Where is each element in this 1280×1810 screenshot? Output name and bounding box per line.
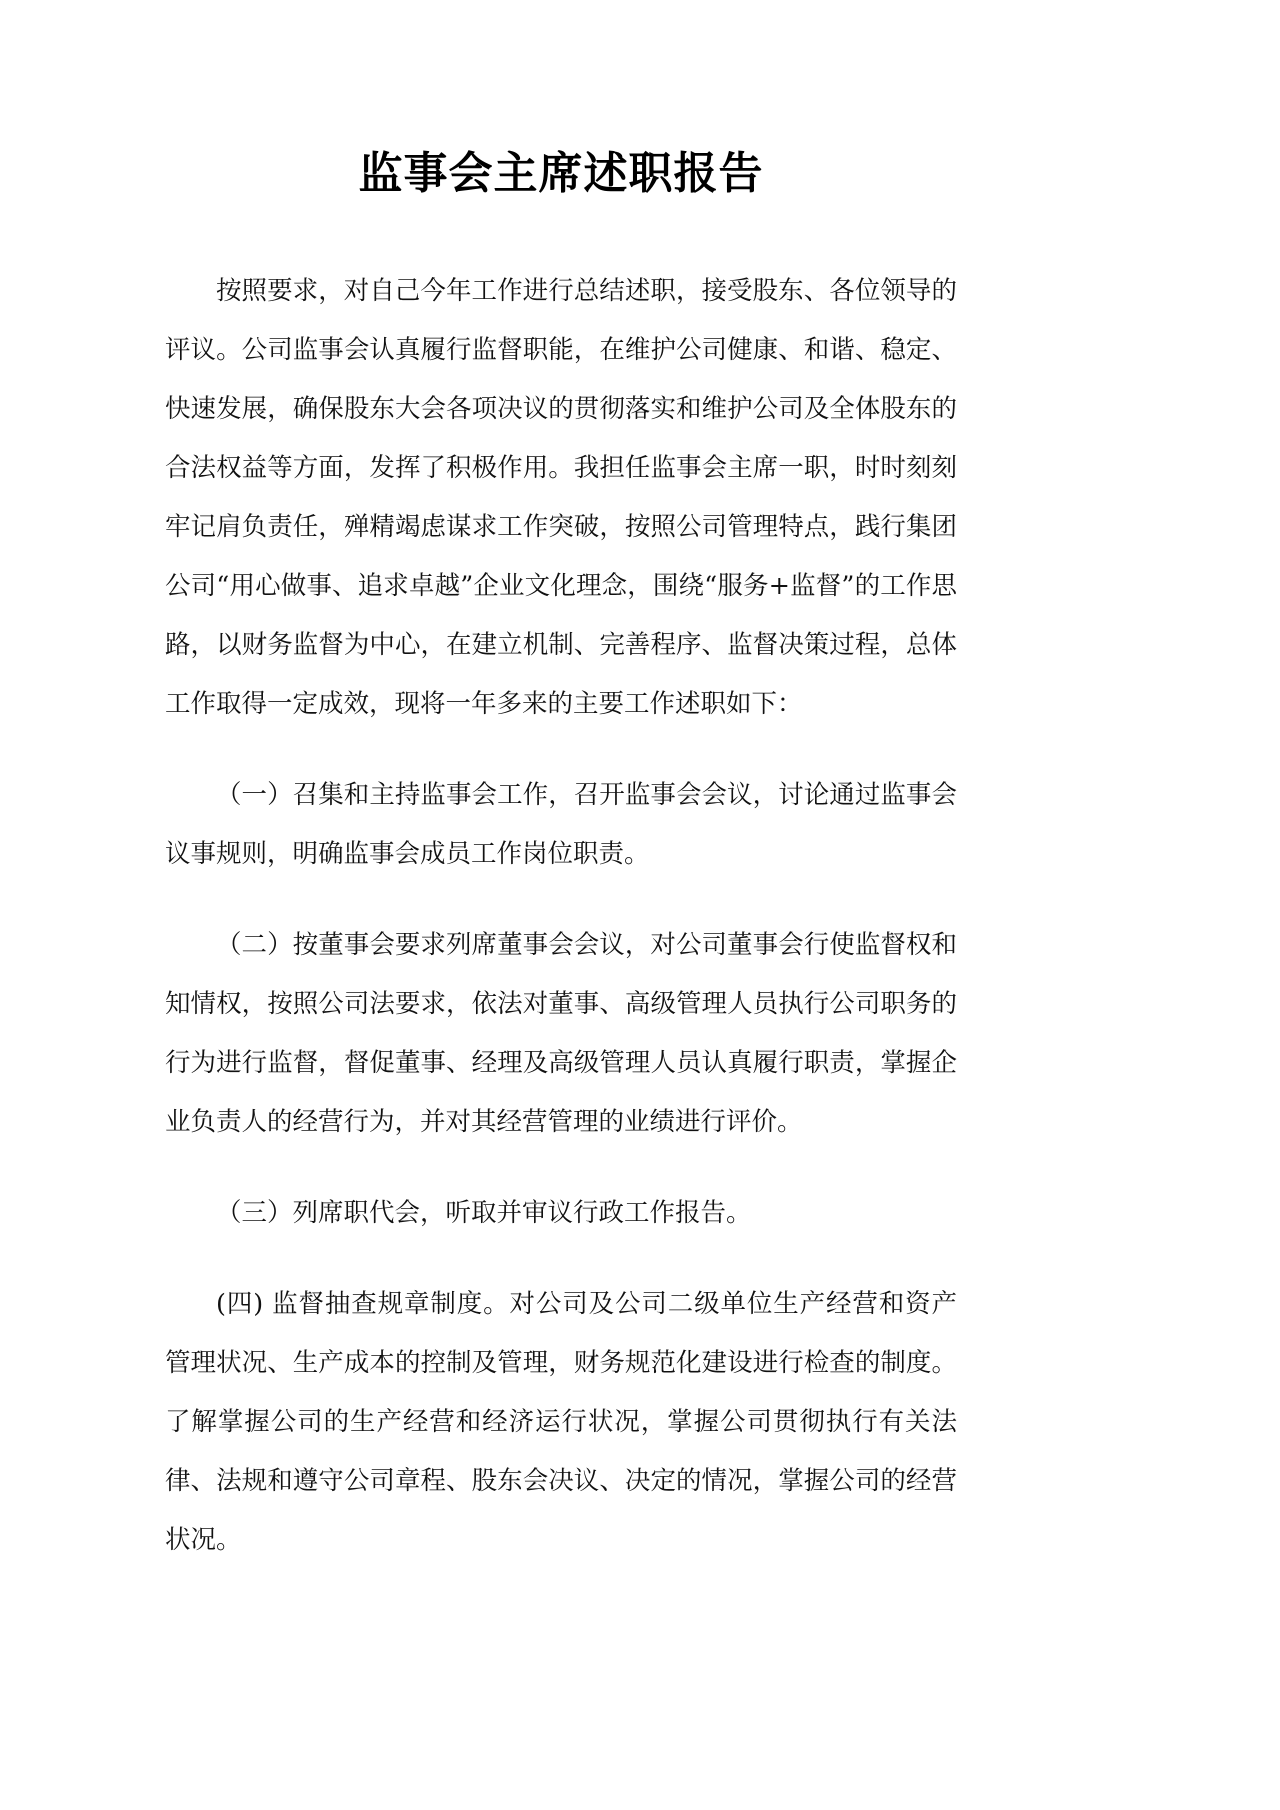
paragraph-intro: 按照要求，对自己今年工作进行总结述职，接受股东、各位领导的评议。公司监事会认真履行监督职能，在维护公司健康、和谐、稳定、快速发展，确保股东大会各项决议的贯彻落实和维护公司及全体股东的合法权益等方面，发挥了积极作用。我担任监事会主席一职，时时刻刻牢记肩负责任，殚精竭虑谋求工作突破，按照公司管理特点，践行集团公司“用心做事、追求卓越”企业文化理念，围绕“服务+监督”的工作思路，以财务监督为中心，在建立机制、完善程序、监督决策过程，总体工作取得一定成效，现将一年多来的主要工作述职如下：: [165, 275, 957, 719]
paragraph-item-1: （一）召集和主持监事会工作，召开监事会会议，讨论通过监事会议事规则，明确监事会成员工作岗位职责。: [165, 779, 957, 869]
paragraph-item-2: （二）按董事会要求列席董事会会议，对公司董事会行使监督权和知情权，按照公司法要求，依法对董事、高级管理人员执行公司职务的行为进行监督，督促董事、经理及高级管理人员认真履行职责，掌握企业负责人的经营行为，并对其经营管理的业绩进行评价。: [165, 929, 957, 1137]
paragraph-item-3: （三）列席职代会，听取并审议行政工作报告。: [216, 1197, 752, 1228]
document-body: [165, 0, 957, 1570]
paragraph-item-4: (四) 监督抽查规章制度。对公司及公司二级单位生产经营和资产管理状况、生产成本的控制及管理，财务规范化建设进行检查的制度。了解掌握公司的生产经营和经济运行状况，掌握公司贯彻执行有关法律、法规和遵守公司章程、股东会决议、决定的情况，掌握公司的经营状况。: [165, 1288, 957, 1555]
page-title: 监事会主席述职报告: [358, 148, 764, 199]
